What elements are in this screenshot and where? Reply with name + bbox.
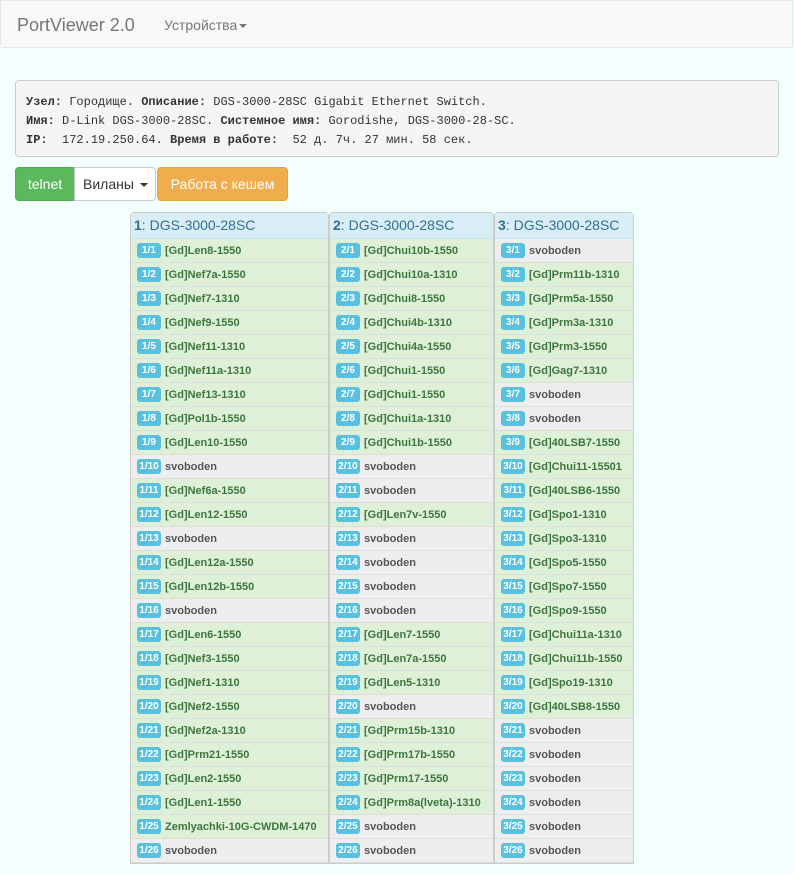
port-id-badge: 2/13 [336, 531, 360, 546]
port-row[interactable] [131, 839, 328, 863]
port-description: [Gd]Nef2a-1310 [165, 724, 246, 737]
port-id-badge: 2/18 [336, 651, 360, 666]
port-id-badge: 1/11 [137, 483, 161, 498]
device-number: 2 [333, 217, 341, 233]
port-description: [Gd]Prm11b-1310 [529, 268, 620, 281]
device-column-3 [494, 212, 634, 864]
device-model: DGS-3000-28SC [513, 217, 620, 233]
port-row[interactable] [330, 527, 493, 551]
port-description: svoboden [364, 484, 416, 497]
port-description: svoboden [364, 820, 416, 833]
port-row[interactable] [495, 263, 633, 287]
port-description: svoboden [165, 604, 217, 617]
port-id-badge: 2/23 [336, 771, 360, 786]
port-id-badge: 2/21 [336, 723, 360, 738]
port-description: svoboden [529, 772, 581, 785]
port-id-badge: 2/8 [336, 411, 360, 426]
port-row[interactable] [495, 239, 633, 263]
port-id-badge: 2/22 [336, 747, 360, 762]
port-description: svoboden [529, 244, 581, 257]
port-description: svoboden [364, 532, 416, 545]
port-id-badge: 2/3 [336, 291, 360, 306]
port-id-badge: 1/2 [137, 267, 161, 282]
port-row[interactable] [131, 455, 328, 479]
port-description: [Gd]Len12b-1550 [165, 580, 255, 593]
port-description: svoboden [165, 844, 217, 857]
port-id-badge: 1/7 [137, 387, 161, 402]
port-id-badge: 1/3 [137, 291, 161, 306]
toolbar [15, 167, 288, 201]
port-row[interactable] [495, 815, 633, 839]
port-description: [Gd]Prm17b-1550 [364, 748, 456, 761]
port-description: [Gd]Len7a-1550 [364, 652, 447, 665]
port-id-badge: 3/14 [501, 555, 525, 570]
port-id-badge: 2/24 [336, 795, 360, 810]
port-description: [Gd]Gag7-1310 [529, 364, 608, 377]
port-description: [Gd]Spo1-1310 [529, 508, 607, 521]
port-id-badge: 1/25 [137, 819, 161, 834]
port-row[interactable] [330, 719, 493, 743]
port-row[interactable] [131, 623, 328, 647]
port-id-badge: 2/7 [336, 387, 360, 402]
ip-label: IP: [26, 133, 48, 147]
device-header: 1: DGS-3000-28SC [131, 213, 328, 239]
port-id-badge: 2/26 [336, 843, 360, 858]
port-description: [Gd]Spo7-1550 [529, 580, 607, 593]
port-row[interactable] [495, 503, 633, 527]
port-row[interactable] [131, 695, 328, 719]
port-row[interactable] [495, 647, 633, 671]
port-row[interactable] [330, 767, 493, 791]
port-id-badge: 3/6 [501, 363, 525, 378]
port-description: [Gd]Len7v-1550 [364, 508, 447, 521]
port-row[interactable] [495, 671, 633, 695]
port-description: [Gd]Pol1b-1550 [165, 412, 246, 425]
port-description: svoboden [165, 460, 217, 473]
port-description: [Gd]Nef9-1550 [165, 316, 240, 329]
port-id-badge: 1/20 [137, 699, 161, 714]
port-id-badge: 1/8 [137, 411, 161, 426]
port-row[interactable] [495, 311, 633, 335]
device-number: 1 [134, 217, 142, 233]
port-id-badge: 1/13 [137, 531, 161, 546]
description-label: Описание: [141, 95, 207, 109]
port-row[interactable] [495, 407, 633, 431]
port-description: [Gd]Len7-1550 [364, 628, 441, 641]
port-id-badge: 1/4 [137, 315, 161, 330]
port-id-badge: 1/14 [137, 555, 161, 570]
port-description: [Gd]Spo19-1310 [529, 676, 613, 689]
port-row[interactable] [495, 791, 633, 815]
device-header: 2: DGS-3000-28SC [330, 213, 493, 239]
port-row[interactable] [330, 743, 493, 767]
port-id-badge: 1/15 [137, 579, 161, 594]
port-row[interactable] [131, 335, 328, 359]
port-description: [Gd]Len12a-1550 [165, 556, 254, 569]
port-description: svoboden [529, 724, 581, 737]
port-description: [Gd]Chui11-15501 [529, 460, 622, 473]
port-description: [Gd]40LSB7-1550 [529, 436, 621, 449]
port-description: [Gd]Spo9-1550 [529, 604, 607, 617]
port-id-badge: 3/10 [501, 459, 525, 474]
port-row[interactable] [131, 719, 328, 743]
port-id-badge: 1/22 [137, 747, 161, 762]
port-description: [Gd]Len6-1550 [165, 628, 242, 641]
uptime-label: Время в работе: [170, 133, 279, 147]
port-id-badge: 2/6 [336, 363, 360, 378]
port-description: [Gd]Chui10a-1310 [364, 268, 458, 281]
port-row[interactable] [330, 263, 493, 287]
port-description: svoboden [364, 844, 416, 857]
port-id-badge: 3/23 [501, 771, 525, 786]
port-description: Zemlyachki-10G-CWDM-1470 [165, 820, 317, 833]
port-row[interactable] [495, 599, 633, 623]
node-label: Узел: [26, 95, 63, 109]
port-id-badge: 3/9 [501, 435, 525, 450]
port-description: [Gd]Spo3-1310 [529, 532, 607, 545]
port-row[interactable] [330, 335, 493, 359]
brand-title[interactable]: PortViewer 2.0 [17, 15, 135, 35]
port-row[interactable] [330, 839, 493, 863]
port-description: [Gd]Nef2-1550 [165, 700, 240, 713]
port-row[interactable] [330, 623, 493, 647]
port-description: [Gd]Nef7-1310 [165, 292, 240, 305]
port-description: svoboden [529, 796, 581, 809]
port-description: svoboden [364, 556, 416, 569]
port-row[interactable] [330, 455, 493, 479]
port-row[interactable] [495, 527, 633, 551]
device-number: 3 [498, 217, 506, 233]
port-id-badge: 1/24 [137, 795, 161, 810]
port-description: svoboden [364, 700, 416, 713]
port-description: [Gd]Len5-1310 [364, 676, 441, 689]
port-row[interactable] [330, 551, 493, 575]
port-description: [Gd]Prm21-1550 [165, 748, 250, 761]
port-row[interactable] [330, 287, 493, 311]
port-description: [Gd]Chui1b-1550 [364, 436, 453, 449]
vlans-dropdown-label: Виланы [83, 176, 134, 192]
description-value: DGS-3000-28SC Gigabit Ethernet Switch. [213, 95, 487, 109]
port-row[interactable] [495, 431, 633, 455]
port-description: svoboden [529, 388, 581, 401]
port-row[interactable] [131, 791, 328, 815]
port-id-badge: 1/16 [137, 603, 161, 618]
port-id-badge: 2/1 [336, 243, 360, 258]
port-description: [Gd]Len12-1550 [165, 508, 248, 521]
port-description: svoboden [529, 412, 581, 425]
port-row[interactable] [131, 767, 328, 791]
port-row[interactable] [131, 431, 328, 455]
port-id-badge: 3/13 [501, 531, 525, 546]
port-id-badge: 1/1 [137, 243, 161, 258]
port-id-badge: 3/4 [501, 315, 525, 330]
port-id-badge: 2/14 [336, 555, 360, 570]
port-description: [Gd]40LSB8-1550 [529, 700, 621, 713]
port-row[interactable] [131, 383, 328, 407]
port-id-badge: 3/16 [501, 603, 525, 618]
caret-down-icon [140, 183, 148, 187]
port-id-badge: 3/5 [501, 339, 525, 354]
port-id-badge: 2/16 [336, 603, 360, 618]
port-id-badge: 3/25 [501, 819, 525, 834]
port-id-badge: 3/22 [501, 747, 525, 762]
port-description: svoboden [165, 532, 217, 545]
name-label: Имя: [26, 114, 55, 128]
port-description: svoboden [529, 844, 581, 857]
port-id-badge: 2/11 [336, 483, 360, 498]
port-id-badge: 2/9 [336, 435, 360, 450]
port-description: [Gd]Len1-1550 [165, 796, 242, 809]
port-row[interactable] [330, 671, 493, 695]
port-id-badge: 1/12 [137, 507, 161, 522]
caret-down-icon [239, 24, 247, 28]
port-row[interactable] [495, 719, 633, 743]
port-description: [Gd]Chui11b-1550 [529, 652, 623, 665]
port-description: [Gd]Nef6a-1550 [165, 484, 246, 497]
port-id-badge: 2/2 [336, 267, 360, 282]
port-description: svoboden [364, 604, 416, 617]
port-description: [Gd]Nef3-1550 [165, 652, 240, 665]
port-id-badge: 3/12 [501, 507, 525, 522]
port-row[interactable] [495, 455, 633, 479]
port-id-badge: 1/6 [137, 363, 161, 378]
port-id-badge: 1/5 [137, 339, 161, 354]
port-id-badge: 2/5 [336, 339, 360, 354]
port-row[interactable] [131, 239, 328, 263]
port-id-badge: 3/21 [501, 723, 525, 738]
ip-value: 172.19.250.64. [62, 133, 163, 147]
device-info-panel [15, 80, 779, 157]
node-value: Городище. [69, 95, 135, 109]
port-id-badge: 2/20 [336, 699, 360, 714]
port-row[interactable] [495, 551, 633, 575]
port-id-badge: 3/24 [501, 795, 525, 810]
port-row[interactable] [330, 647, 493, 671]
port-row[interactable] [495, 839, 633, 863]
port-id-badge: 3/1 [501, 243, 525, 258]
port-description: [Gd]Len2-1550 [165, 772, 242, 785]
port-description: [Gd]40LSB6-1550 [529, 484, 621, 497]
port-id-badge: 2/15 [336, 579, 360, 594]
port-id-badge: 3/20 [501, 699, 525, 714]
info-line-2 [26, 112, 768, 131]
port-id-badge: 1/17 [137, 627, 161, 642]
port-description: [Gd]Chui11a-1310 [529, 628, 622, 641]
name-value: D-Link DGS-3000-28SC. [62, 114, 214, 128]
port-id-badge: 1/18 [137, 651, 161, 666]
port-row[interactable] [495, 695, 633, 719]
port-row[interactable] [330, 407, 493, 431]
port-row[interactable] [131, 359, 328, 383]
vlans-dropdown-button[interactable] [74, 167, 156, 201]
port-description: [Gd]Nef11a-1310 [165, 364, 252, 377]
port-id-badge: 2/25 [336, 819, 360, 834]
port-description: [Gd]Nef7a-1550 [165, 268, 246, 281]
port-row[interactable] [330, 239, 493, 263]
port-id-badge: 1/21 [137, 723, 161, 738]
port-row[interactable] [131, 647, 328, 671]
devices-menu-label: Устройства [164, 17, 238, 33]
port-row[interactable] [495, 479, 633, 503]
port-row[interactable] [330, 695, 493, 719]
port-description: [Gd]Prm3a-1310 [529, 316, 614, 329]
uptime-value: 52 д. 7ч. 27 мин. 58 сек. [292, 133, 473, 147]
port-description: [Gd]Nef13-1310 [165, 388, 246, 401]
port-description: [Gd]Chui1-1550 [364, 364, 446, 377]
port-row[interactable] [131, 575, 328, 599]
port-id-badge: 3/8 [501, 411, 525, 426]
device-column-1 [130, 212, 329, 864]
port-row[interactable] [495, 575, 633, 599]
port-row[interactable] [495, 623, 633, 647]
port-row[interactable] [495, 767, 633, 791]
navbar [0, 0, 793, 48]
port-description: [Gd]Chui8-1550 [364, 292, 446, 305]
port-row[interactable] [131, 551, 328, 575]
port-row[interactable] [495, 287, 633, 311]
info-line-3 [26, 131, 768, 150]
port-row[interactable] [131, 815, 328, 839]
port-description: svoboden [529, 748, 581, 761]
port-row[interactable] [131, 503, 328, 527]
port-description: svoboden [529, 820, 581, 833]
port-row[interactable] [131, 407, 328, 431]
port-description: [Gd]Prm3-1550 [529, 340, 608, 353]
port-id-badge: 3/18 [501, 651, 525, 666]
port-id-badge: 3/19 [501, 675, 525, 690]
port-row[interactable] [131, 527, 328, 551]
port-description: [Gd]Prm15b-1310 [364, 724, 456, 737]
port-row[interactable] [495, 359, 633, 383]
device-model: DGS-3000-28SC [149, 217, 256, 233]
port-id-badge: 1/19 [137, 675, 161, 690]
port-row[interactable] [131, 479, 328, 503]
telnet-button[interactable]: telnet [15, 167, 75, 201]
port-id-badge: 3/3 [501, 291, 525, 306]
port-id-badge: 3/11 [501, 483, 525, 498]
port-row[interactable] [131, 311, 328, 335]
system-name-label: Системное имя: [220, 114, 322, 128]
port-description: [Gd]Nef1-1310 [165, 676, 240, 689]
port-id-badge: 3/7 [501, 387, 525, 402]
port-description: svoboden [364, 460, 416, 473]
port-description: [Gd]Len10-1550 [165, 436, 248, 449]
cache-button[interactable]: Работа с кешем [157, 167, 288, 201]
port-id-badge: 2/10 [336, 459, 360, 474]
port-row[interactable] [131, 743, 328, 767]
port-description: [Gd]Len8-1550 [165, 244, 242, 257]
port-id-badge: 3/2 [501, 267, 525, 282]
port-id-badge: 3/26 [501, 843, 525, 858]
info-line-1 [26, 93, 768, 112]
port-description: [Gd]Spo5-1550 [529, 556, 607, 569]
devices-menu[interactable] [164, 17, 247, 33]
port-row[interactable] [131, 599, 328, 623]
port-id-badge: 1/10 [137, 459, 161, 474]
port-row[interactable] [131, 287, 328, 311]
port-row[interactable] [330, 575, 493, 599]
port-id-badge: 2/19 [336, 675, 360, 690]
port-id-badge: 1/9 [137, 435, 161, 450]
port-row[interactable] [131, 263, 328, 287]
port-description: [Gd]Chui1a-1310 [364, 412, 452, 425]
port-id-badge: 2/12 [336, 507, 360, 522]
device-model: DGS-3000-28SC [348, 217, 455, 233]
port-row[interactable] [495, 743, 633, 767]
port-id-badge: 3/17 [501, 627, 525, 642]
system-name-value: Gorodishe, DGS-3000-28-SC. [328, 114, 516, 128]
device-header: 3: DGS-3000-28SC [495, 213, 633, 239]
port-row[interactable] [495, 335, 633, 359]
port-description: [Gd]Chui4b-1310 [364, 316, 453, 329]
port-row[interactable] [330, 815, 493, 839]
port-description: [Gd]Prm8a(lveta)-1310 [364, 796, 481, 809]
port-row[interactable] [131, 671, 328, 695]
port-row[interactable] [330, 503, 493, 527]
device-column-2 [329, 212, 494, 864]
port-row[interactable] [330, 359, 493, 383]
port-description: [Gd]Nef11-1310 [165, 340, 246, 353]
port-id-badge: 2/17 [336, 627, 360, 642]
port-row[interactable] [330, 791, 493, 815]
port-row[interactable] [330, 599, 493, 623]
port-description: [Gd]Prm17-1550 [364, 772, 449, 785]
port-description: [Gd]Chui10b-1550 [364, 244, 459, 257]
port-row[interactable] [330, 479, 493, 503]
port-description: [Gd]Chui1-1550 [364, 388, 446, 401]
port-row[interactable] [330, 383, 493, 407]
port-description: [Gd]Prm5a-1550 [529, 292, 614, 305]
port-description: [Gd]Chui4a-1550 [364, 340, 452, 353]
port-row[interactable] [495, 383, 633, 407]
port-id-badge: 1/26 [137, 843, 161, 858]
port-id-badge: 2/4 [336, 315, 360, 330]
port-row[interactable] [330, 311, 493, 335]
port-description: svoboden [364, 580, 416, 593]
port-id-badge: 3/15 [501, 579, 525, 594]
port-id-badge: 1/23 [137, 771, 161, 786]
port-row[interactable] [330, 431, 493, 455]
